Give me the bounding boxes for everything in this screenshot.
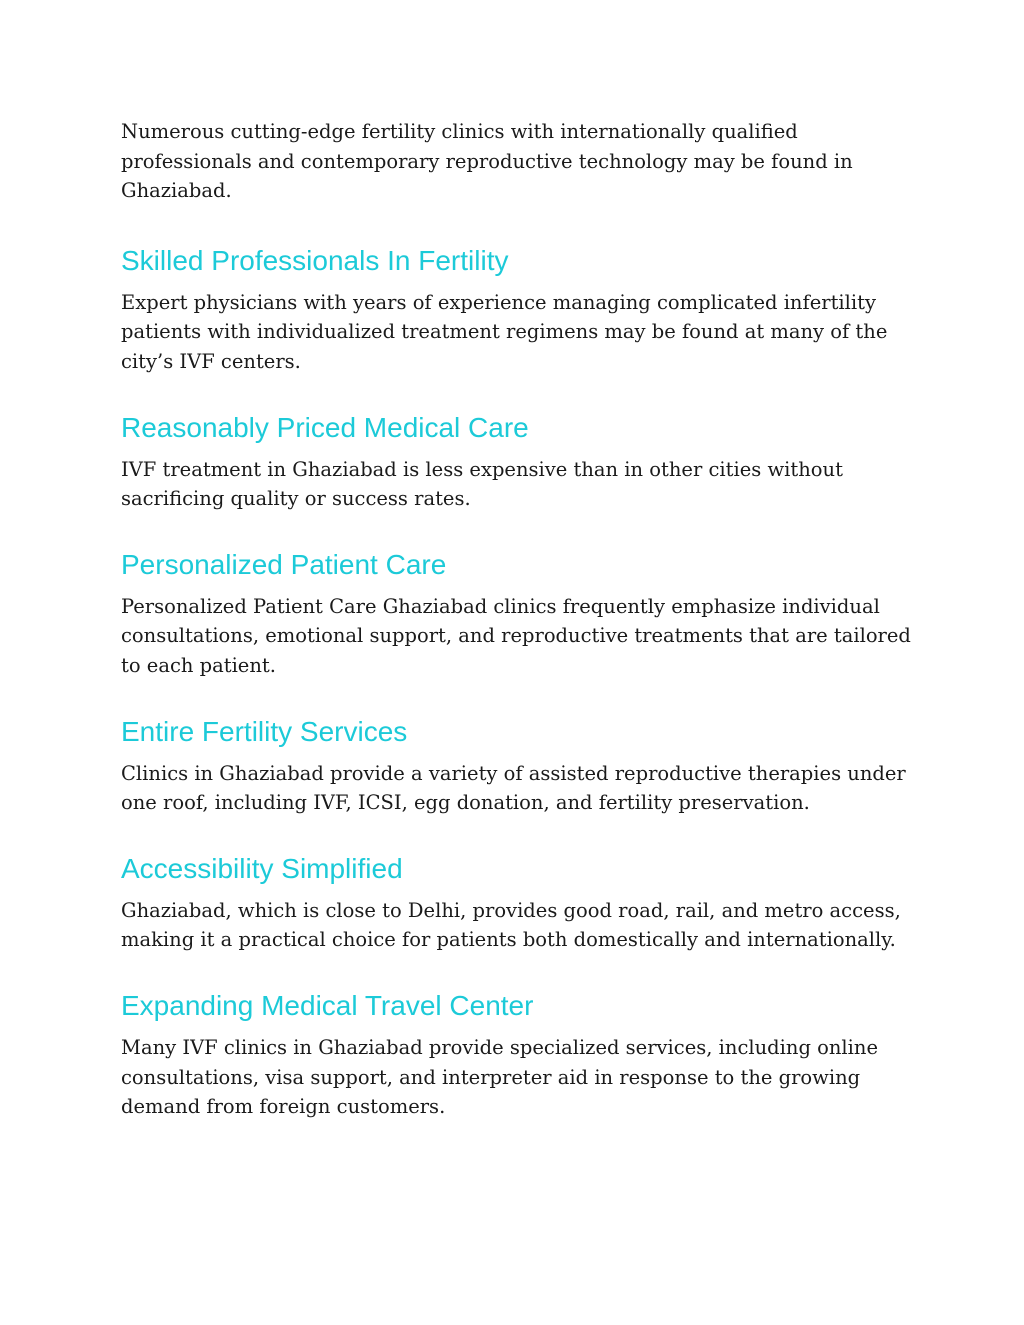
section-heading: Entire Fertility Services [121, 715, 408, 747]
section-skilled-professionals [121, 244, 921, 377]
section-body: Personalized Patient Care Ghaziabad clinics frequently emphasize individual consultations, emotional support, and reproductive treatments that are tailored to each patient. [121, 594, 911, 677]
section-personalized-care [121, 548, 921, 681]
section-body: Expert physicians with years of experience managing complicated infertility patients with individualized treatment regimens may be found at many of the city’s IVF centers. [121, 290, 888, 373]
section-entire-services [121, 715, 921, 818]
intro-paragraph: Numerous cutting-edge fertility clinics with internationally qualified professionals and contemporary reproductive technology may be found in Ghaziabad. [121, 120, 853, 203]
section-heading: Accessibility Simplified [121, 852, 403, 884]
document-page [121, 117, 921, 1156]
section-medical-travel [121, 989, 921, 1122]
section-heading: Personalized Patient Care [121, 548, 447, 580]
section-body: IVF treatment in Ghaziabad is less expensive than in other cities without sacrificing quality or success rates. [121, 457, 843, 511]
section-heading: Reasonably Priced Medical Care [121, 411, 529, 443]
section-body: Clinics in Ghaziabad provide a variety of assisted reproductive therapies under one roof, including IVF, ICSI, egg donation, and fertility preservation. [121, 761, 906, 815]
section-accessibility [121, 852, 921, 955]
section-reasonably-priced [121, 411, 921, 514]
section-body: Many IVF clinics in Ghaziabad provide specialized services, including online consultations, visa support, and interpreter aid in response to the growing demand from foreign customers. [121, 1035, 879, 1119]
section-body: Ghaziabad, which is close to Delhi, provides good road, rail, and metro access, making it a practical choice for patients both domestically and internationally. [121, 898, 901, 952]
section-heading: Skilled Professionals In Fertility [121, 244, 509, 276]
section-heading: Expanding Medical Travel Center [121, 989, 534, 1021]
